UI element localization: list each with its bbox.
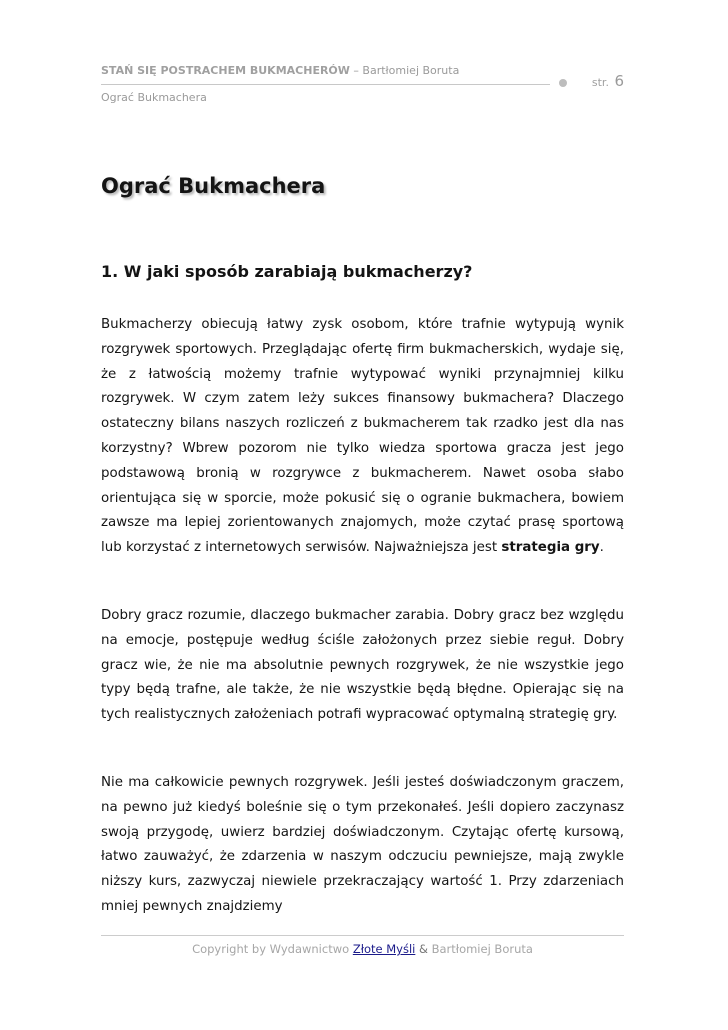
paragraph-1-emphasis: strategia gry bbox=[501, 540, 600, 556]
footer-copyright: Copyright by Wydawnictwo bbox=[192, 942, 353, 956]
paragraph-2-text: Dobry gracz rozumie, dlaczego bukmacher zarabia. Dobry gracz bez względu na emocje, postępuje według ściśle założonych przez siebie reguł. Dobry gracz wie, że nie ma absolutnie pewnych rozgrywek, że nie wszystkie jego typy będą trafne, ale także, że nie wszystkie będą błędne. Opierając się na tych realistycznych założeniach potrafi wypracować optymalną strategię gry. bbox=[101, 608, 624, 723]
bullet-dot-icon bbox=[559, 79, 567, 87]
paragraph-1-text: Bukmacherzy obiecują łatwy zysk osobom, które trafnie wytypują wynik rozgrywek sportowych. Przeglądając ofertę firm bukmacherskich, wydaje się, że z łatwością możemy trafnie wytypować wyniki przynajmniej kilku rozgrywek. W czym zatem leży sukces finansowy bukmachera? Dlaczego ostateczny bilans naszych rozliczeń z bukmacherem tak rzadko jest dla nas korzystny? Wbrew pozorom nie tylko wiedza sportowa gracza jest jego podstawową bronią w rozgrywce z bukmacherem. Nawet osoba słabo orientująca się w sporcie, może pokusić się o ogranie bukmachera, bowiem zawsze ma lepiej zorientowanych znajomych, może czytać prasę sportową lub korzystać z internetowych serwisów. Najważniejsza jest bbox=[101, 317, 624, 556]
header-author: Bartłomiej Boruta bbox=[362, 64, 460, 77]
running-title bbox=[101, 64, 459, 77]
header-rule bbox=[101, 84, 550, 85]
paragraph-1 bbox=[101, 313, 624, 561]
page-header bbox=[101, 64, 624, 110]
footer-author: Bartłomiej Boruta bbox=[431, 942, 533, 956]
publisher-link[interactable]: Złote Myśli bbox=[352, 942, 416, 956]
page-number bbox=[592, 72, 624, 90]
page-label: str. bbox=[591, 76, 609, 89]
paragraph-2 bbox=[101, 604, 624, 728]
section-title: 1. W jaki sposób zarabiają bukmacherzy? bbox=[101, 262, 473, 281]
paragraph-3 bbox=[101, 771, 624, 920]
paragraph-1-end: . bbox=[599, 540, 604, 556]
page-number-value: 6 bbox=[614, 72, 624, 90]
page-footer bbox=[101, 942, 624, 956]
running-chapter: Ograć Bukmachera bbox=[101, 91, 207, 104]
header-separator: – bbox=[349, 64, 363, 77]
paragraph-3-text: Nie ma całkowicie pewnych rozgrywek. Jeśli jesteś doświadczonym graczem, na pewno już kiedyś boleśnie się o tym przekonałeś. Jeśli dopiero zaczynasz swoją przygodę, uwierz bardziej doświadczonym. Czytając ofertę kursową, łatwo zauważyć, że zdarzenia w naszym odczuciu pewniejsze, mają zwykle niższy kurs, zazwyczaj niewiele przekraczający wartość 1. Przy zdarzeniach mniej pewnych znajdziemy bbox=[101, 775, 624, 914]
chapter-title: Ograć Bukmachera bbox=[101, 174, 326, 198]
footer-rule bbox=[101, 935, 624, 936]
book-title: STAŃ SIĘ POSTRACHEM BUKMACHERÓW bbox=[101, 64, 350, 77]
footer-ampersand: & bbox=[415, 942, 432, 956]
